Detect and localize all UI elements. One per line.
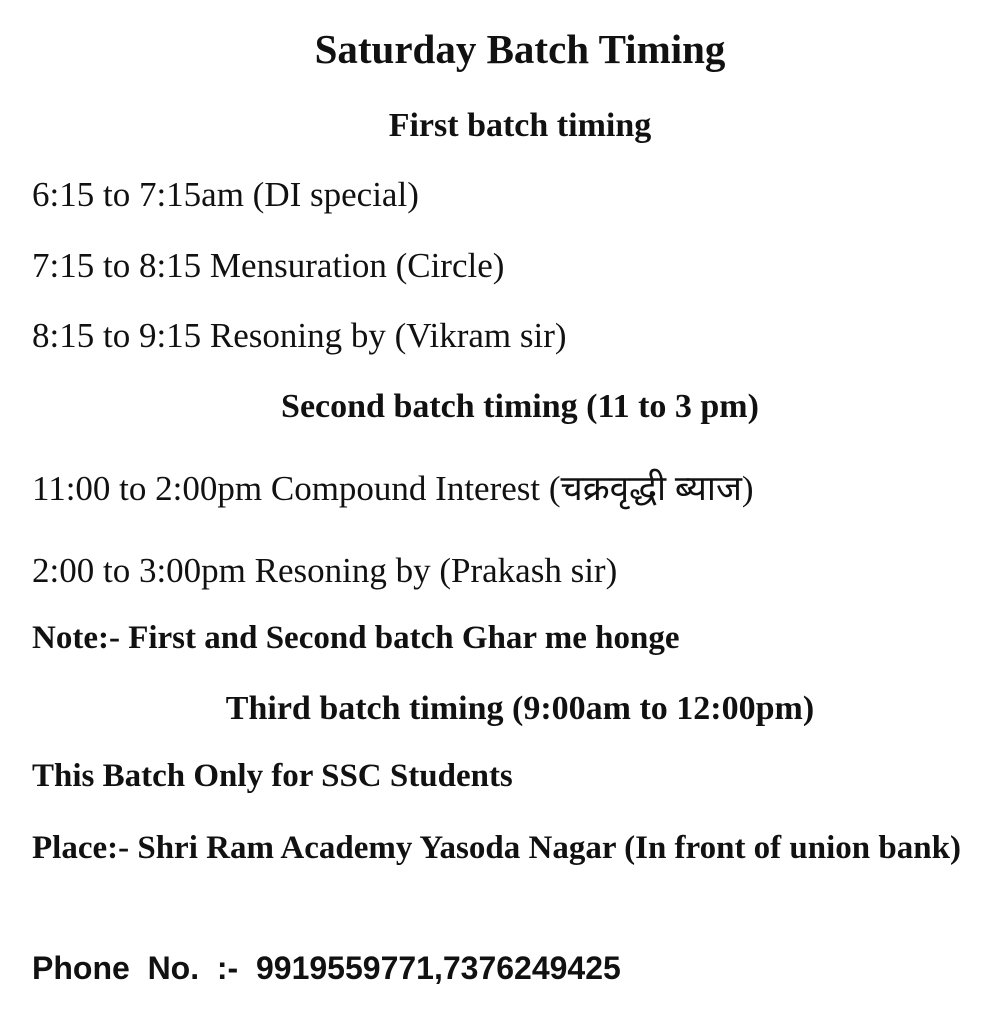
second-batch-item-2: 2:00 to 3:00pm Resoning by (Prakash sir) bbox=[32, 551, 618, 590]
page-title: Saturday Batch Timing bbox=[314, 26, 726, 72]
phone-number: Phone No. :- 9919559771,7376249425 bbox=[32, 950, 621, 986]
third-batch-heading: Third batch timing (9:00am to 12:00pm) bbox=[225, 690, 815, 727]
batch-location-note: Note:- First and Second batch Ghar me honge bbox=[32, 620, 680, 656]
place-address: Place:- Shri Ram Academy Yasoda Nagar (In front of union bank) bbox=[32, 830, 961, 866]
first-batch-heading: First batch timing bbox=[388, 107, 652, 144]
first-batch-item-2: 7:15 to 8:15 Mensuration (Circle) bbox=[32, 246, 505, 285]
second-batch-heading: Second batch timing (11 to 3 pm) bbox=[281, 388, 759, 425]
second-batch-item-1: 11:00 to 2:00pm Compound Interest (चक्रवृद्धी ब्याज) bbox=[32, 469, 754, 508]
first-batch-item-1: 6:15 to 7:15am (DI special) bbox=[32, 175, 419, 214]
ssc-students-note: This Batch Only for SSC Students bbox=[32, 758, 513, 794]
first-batch-item-3: 8:15 to 9:15 Resoning by (Vikram sir) bbox=[32, 316, 567, 355]
